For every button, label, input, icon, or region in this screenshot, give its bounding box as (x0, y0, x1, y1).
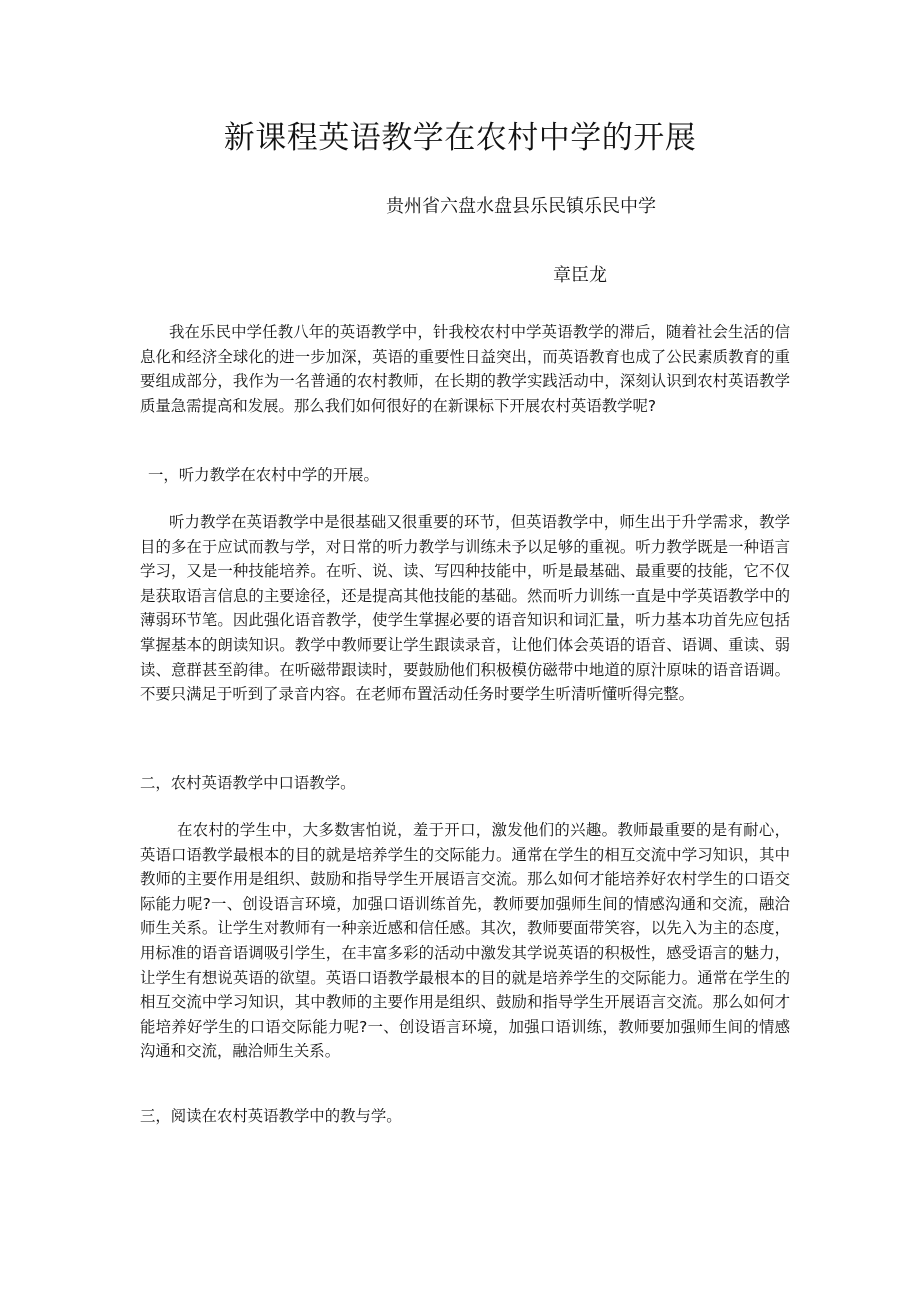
document-title: 新课程英语教学在农村中学的开展 (223, 120, 697, 156)
intro-paragraph: 我在乐民中学任教八年的英语教学中，针我校农村中学英语教学的滞后，随着社会生活的信息化和经济全球化的进一步加深，英语的重要性日益突出，而英语教育也成了公民素质教育的重要组成部分，我作为一名普通的农村教师，在长期的教学实践活动中，深刻认识到农村英语教学质量急需提高和发展。那么我们如何很好的在新课标下开展农村英语教学呢? (140, 323, 790, 415)
section-2-heading: 二，农村英语教学中口语教学。 (140, 774, 356, 792)
section-1-heading: 一，听力教学在农村中学的开展。 (148, 466, 379, 484)
section-2-paragraph: 在农村的学生中，大多数害怕说，羞于开口，激发他们的兴趣。教师最重要的是有耐心，英语口语教学最根本的目的就是培养学生的交际能力。通常在学生的相互交流中学习知识，其中教师的主要作用是组织、鼓励和指导学生开展语言交流。那么如何才能培养好农村学生的口语交际能力呢?一、创设语言环境，加强口语训练首先，教师要加强师生间的情感沟通和交流，融洽师生关系。让学生对教师有一种亲近感和信任感。其次，教师要面带笑容，以先入为主的态度，用标准的语音语调吸引学生，在丰富多彩的活动中激发其学说英语的积极性，感受语言的魅力，让学生有想说英语的欲望。英语口语教学最根本的目的就是培养学生的交际能力。通常在学生的相互交流中学习知识，其中教师的主要作用是组织、鼓励和指导学生开展语言交流。那么如何才能培养好学生的口语交际能力呢?一、创设语言环境，加强口语训练，教师要加强师生间的情感沟通和交流，融洽师生关系。 (140, 821, 790, 1061)
author-name: 章臣龙 (553, 265, 607, 286)
section-3-heading: 三，阅读在农村英语教学中的教与学。 (140, 1107, 402, 1125)
section-1-paragraph: 听力教学在英语教学中是很基础又很重要的环节，但英语教学中，师生出于升学需求，教学目的多在于应试而教与学，对日常的听力教学与训练未予以足够的重视。听力教学既是一种语言学习，又是一种技能培养。在听、说、读、写四种技能中，听是最基础、最重要的技能，它不仅是获取语言信息的主要途径，还是提高其他技能的基础。然而听力训练一直是中学英语教学中的薄弱环节笔。因此强化语音教学，使学生掌握必要的语音知识和词汇量，听力基本功首先应包括掌握基本的朗读知识。教学中教师要让学生跟读录音，让他们体会英语的语音、语调、重读、弱读、意群甚至韵律。在听磁带跟读时，要鼓励他们积极模仿磁带中地道的原汁原味的语音语调。不要只满足于听到了录音内容。在老师布置活动任务时要学生听清听懂听得完整。 (140, 513, 790, 704)
school-name: 贵州省六盘水盘县乐民镇乐民中学 (386, 196, 656, 217)
